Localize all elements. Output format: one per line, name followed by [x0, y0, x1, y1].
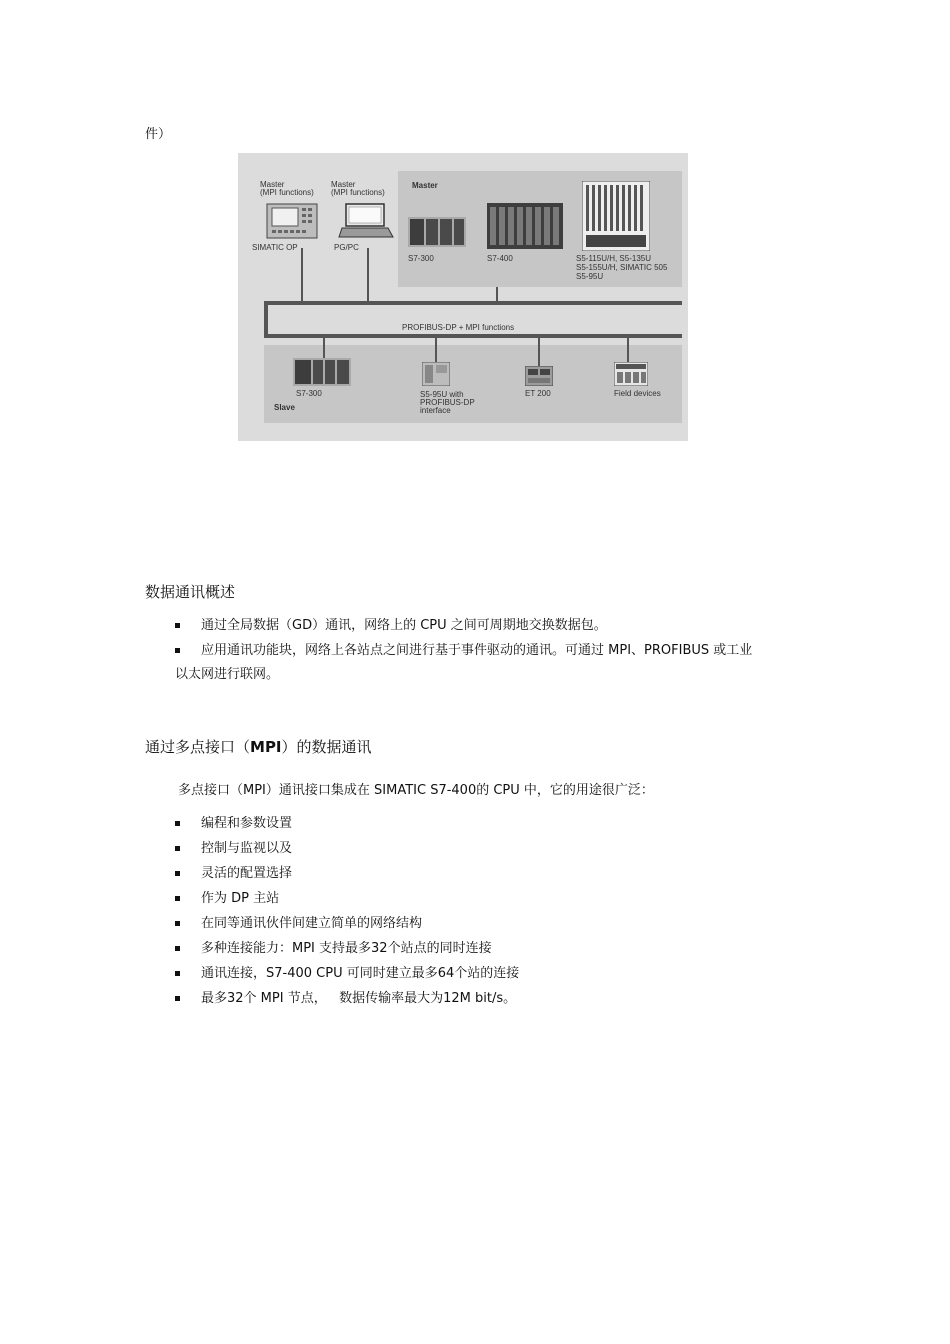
section2-item-7: 通讯连接，S7-400 CPU 可同时建立最多64个站的连接 [201, 966, 520, 981]
drop-line-field [627, 338, 629, 362]
section2-heading-suffix: ）的数据通讯 [281, 738, 372, 756]
laptop-icon [338, 203, 394, 239]
master-op-label-2: (MPI functions) [260, 188, 314, 197]
bus-line-top [264, 301, 682, 305]
bullet-marker [175, 946, 180, 951]
s5-plc-rack-icon [582, 181, 650, 251]
bullet-marker [175, 648, 180, 653]
slave-s5-caption-2: PROFIBUS-DP [420, 398, 475, 407]
bullet-marker [175, 846, 180, 851]
section2-item-8: 最多32个 MPI 节点， 数据传输率最大为12M bit/s。 [201, 991, 517, 1006]
et200-icon [525, 366, 553, 386]
section2-item-1: 编程和参数设置 [201, 816, 293, 831]
section2-item-6: 多种连接能力：MPI 支持最多32个站点的同时连接 [201, 941, 492, 956]
master-s7-300-caption: S7-300 [408, 254, 434, 263]
slave-et200-caption: ET 200 [525, 389, 551, 398]
s7-300-plc-icon [408, 217, 466, 247]
section1-item-2-continuation: 以太网进行联网。 [175, 667, 280, 682]
master-op-caption: SIMATIC OP [252, 243, 298, 252]
section2-item-5: 在同等通讯伙伴间建立简单的网络结构 [201, 916, 423, 931]
bus-label: PROFIBUS-DP + MPI functions [402, 323, 515, 332]
bullet-marker [175, 971, 180, 976]
master-op-label-1: Master [260, 180, 285, 189]
bus-line-left [264, 301, 268, 338]
profibus-network-diagram [238, 153, 688, 441]
slave-s5-caption-3: interface [420, 406, 451, 415]
section2-item-4: 作为 DP 主站 [201, 891, 280, 906]
section1-item-2: 应用通讯功能块，网络上各站点之间进行基于事件驱动的通讯。可通过 MPI、PROFIBUS 或工业 [201, 643, 753, 658]
drop-line-slave-s7 [323, 338, 325, 358]
field-devices-icon [614, 362, 648, 386]
section2-intro: 多点接口（MPI）通讯接口集成在 SIMATIC S7-400的 CPU 中，它的用途很广泛： [178, 783, 654, 798]
bullet-marker [175, 821, 180, 826]
drop-line-op [301, 248, 303, 301]
drop-line-pg [367, 248, 369, 301]
master-pg-label-1: Master [331, 180, 356, 189]
bullet-marker [175, 623, 180, 628]
slave-group-title: Slave [274, 403, 295, 412]
bullet-marker [175, 896, 180, 901]
slave-field-caption: Field devices [614, 389, 661, 398]
continued-text-fragment: 件） [145, 127, 172, 142]
section1-item-1: 通过全局数据（GD）通讯，网络上的 CPU 之间可周期地交换数据包。 [201, 618, 607, 633]
master-s5-caption-2: S5-155U/H, SIMATIC 505 [576, 263, 668, 272]
section2-item-2: 控制与监视以及 [201, 841, 293, 856]
section2-heading-prefix: 通过多点接口（ [145, 738, 251, 756]
master-s7-400-caption: S7-400 [487, 254, 513, 263]
master-pg-label-2: (MPI functions) [331, 188, 385, 197]
slave-s5-95u-icon [422, 362, 450, 386]
master-group-title: Master [412, 181, 438, 190]
drop-line-et200 [538, 338, 540, 366]
slave-s5-caption-1: S5-95U with [420, 390, 464, 399]
operator-panel-icon [266, 203, 318, 239]
section2-heading-bold: MPI [250, 738, 282, 756]
bus-line-bottom [264, 334, 682, 338]
bullet-marker [175, 871, 180, 876]
s7-400-plc-icon [487, 203, 563, 249]
section2-heading [145, 737, 372, 757]
slave-s7-300-caption: S7-300 [296, 389, 322, 398]
bullet-marker [175, 996, 180, 1001]
master-s5-caption-1: S5-115U/H, S5-135U [576, 254, 651, 263]
section2-item-3: 灵活的配置选择 [201, 866, 293, 881]
master-s5-caption-3: S5-95U [576, 272, 604, 281]
master-pg-caption: PG/PC [334, 243, 359, 252]
bullet-marker [175, 921, 180, 926]
drop-line-slave-s5 [435, 338, 437, 362]
section1-heading: 数据通讯概述 [145, 583, 236, 601]
drop-line-master [496, 287, 498, 301]
slave-s7-300-icon [293, 358, 351, 386]
